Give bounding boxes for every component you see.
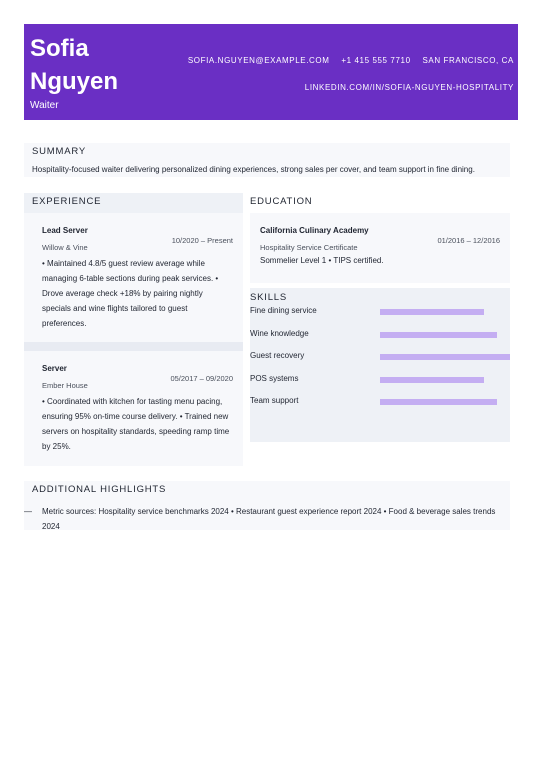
job-company: Willow & Vine: [42, 243, 88, 252]
skill-bar-fill: [380, 377, 484, 383]
skill-item: [250, 348, 510, 371]
skill-bar-fill: [380, 399, 497, 405]
skill-label: Fine dining service: [250, 306, 317, 315]
experience-item: [24, 351, 243, 466]
experience-title: EXPERIENCE: [32, 196, 102, 207]
contact-email[interactable]: SOFIA.NGUYEN@EXAMPLE.COM: [187, 56, 330, 65]
highlights-dash: —: [24, 507, 32, 516]
skill-item: [250, 393, 510, 416]
skill-bar: [380, 309, 510, 315]
candidate-role: Waiter: [30, 100, 59, 111]
resume-header: [24, 24, 518, 120]
job-title: Lead Server: [42, 226, 88, 235]
summary-text: Hospitality-focused waiter delivering personalized dining experiences, strong sales per cover, and team support in fine dining.: [32, 165, 475, 174]
job-title: Server: [42, 364, 67, 373]
skill-label: Team support: [250, 396, 299, 405]
skill-bar-fill: [380, 309, 484, 315]
skill-item: [250, 371, 510, 394]
education-dates: 01/2016 – 12/2016: [437, 236, 500, 245]
skill-bar: [380, 354, 510, 360]
summary-section: [24, 143, 510, 177]
candidate-name: Sofia Nguyen: [30, 35, 119, 95]
contact-location: SAN FRANCISCO, CA: [422, 56, 514, 65]
education-title: EDUCATION: [250, 196, 313, 207]
job-dates: 10/2020 – Present: [171, 236, 233, 245]
skill-label: Wine knowledge: [250, 328, 309, 338]
skill-label: POS systems: [250, 373, 299, 383]
contact-phone[interactable]: +1 415 555 7710: [341, 56, 411, 65]
summary-title: SUMMARY: [32, 146, 86, 157]
job-dates: 05/2017 – 09/2020: [170, 374, 233, 383]
skill-bar-fill: [380, 354, 510, 360]
skill-label: Guest recovery: [250, 351, 305, 360]
skill-item: [250, 326, 510, 349]
skill-bar-fill: [380, 332, 497, 338]
skill-bar: [380, 377, 510, 383]
highlights-section: [24, 481, 510, 530]
skill-bar: [380, 332, 510, 338]
highlights-title: ADDITIONAL HIGHLIGHTS: [32, 484, 167, 495]
experience-header: [24, 193, 243, 213]
highlights-text: [24, 504, 502, 534]
education-extra: Sommelier Level 1 • TIPS certified.: [260, 256, 384, 265]
job-company: Ember House: [42, 381, 88, 390]
contact-info: [188, 56, 514, 93]
skill-item: [250, 303, 510, 326]
experience-divider: [24, 342, 243, 351]
skill-bar: [380, 399, 510, 405]
education-degree: Hospitality Service Certificate: [260, 243, 358, 252]
education-item: [250, 213, 510, 283]
job-description: • Maintained 4.8/5 guest review average while managing 6-table sections during peak services. • Drove average check +18% by pairing nightly specials and wine flights tailored to guest preferences.: [42, 259, 219, 328]
education-school: California Culinary Academy: [260, 226, 369, 235]
job-description: • Coordinated with kitchen for tasting menu pacing, ensuring 95% on-time course delivery. • Trained new servers on hospitality standards, speeding ramp time by 25%.: [42, 397, 230, 451]
highlights-body: Metric sources: Hospitality service benchmarks 2024 • Restaurant guest experience report 2024 • Food & beverage sales trends 2024: [42, 507, 496, 531]
contact-linkedin[interactable]: LINKEDIN.COM/IN/SOFIA-NGUYEN-HOSPITALITY: [304, 83, 514, 92]
skills-section: [250, 288, 510, 442]
skills-title: SKILLS: [250, 292, 288, 303]
experience-item: [24, 213, 243, 342]
